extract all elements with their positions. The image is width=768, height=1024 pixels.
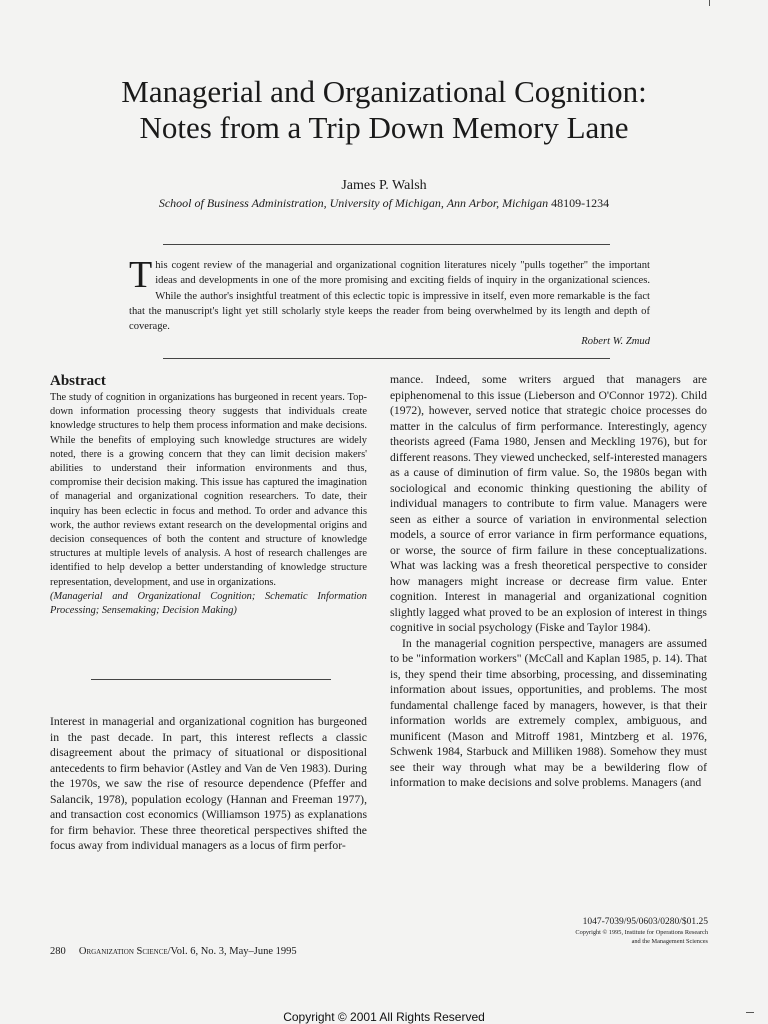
review-text: his cogent review of the managerial and organizational cognition literatures nicely "pulls together" the important ideas and developments in one of the more promising and exciting fields of inquiry in the organizational sciences. While the author's insightful treatment of this eclectic topic is impressive in itself, even more remarkable is the fact that the manuscript's light yet still scholarly style keeps the reader from being overwhelmed by its length and depth of coverage. (129, 260, 650, 333)
abstract-keywords: (Managerial and Organizational Cognition; Schematic Information Processing; Sensemaking; Decision Making) (50, 590, 367, 617)
page-footer (50, 946, 297, 957)
body-column-right (390, 372, 707, 791)
publisher-copyright-line: Copyright © 1995, Institute for Operations Research (575, 929, 708, 936)
abstract-heading: Abstract (50, 373, 106, 389)
publisher-copyright-line: and the Management Sciences (631, 938, 708, 945)
journal-name: Organization Science (78, 946, 168, 957)
reviewer-name: Robert W. Zmud (581, 336, 650, 348)
review-blurb (129, 254, 650, 350)
crop-mark (709, 0, 710, 6)
title-line-1: Managerial and Organizational Cognition: (121, 74, 647, 109)
abstract-body (50, 391, 367, 618)
body-column-left (50, 714, 367, 854)
author-name: James P. Walsh (341, 178, 427, 193)
journal-issue: /Vol. 6, No. 3, May–June 1995 (167, 946, 297, 957)
bottom-copyright: Copyright © 2001 All Rights Reserved (283, 1010, 485, 1024)
publication-code: 1047-7039/95/0603/0280/$01.25 (582, 917, 708, 927)
page-number: 280 (50, 946, 66, 957)
author-affiliation (0, 196, 768, 211)
affiliation-zip: 48109-1234 (551, 196, 610, 210)
paper-title (0, 74, 768, 146)
abstract-rule (91, 679, 331, 680)
publication-code-block (500, 917, 708, 946)
affiliation-text: School of Business Administration, University of Michigan, Ann Arbor, Michigan (158, 196, 549, 210)
review-bottom-rule (163, 358, 610, 359)
review-top-rule (163, 244, 610, 245)
title-line-2: Notes from a Trip Down Memory Lane (139, 110, 629, 145)
body-paragraph: mance. Indeed, some writers argued that managers are epiphenomenal to this issue (Lieberson and O'Connor 1972). Child (1972), however, served notice that strategic choice processes do matter in the calculus of firm performance. Interestingly, agency theorists agreed (Fama 1980, Jensen and Meckling 1976), but for different reasons. They viewed unchecked, self-interested managers as a cause of diminution of firm value. So, the 1980s began with sociological and economic thinking questioning the ability of individual managers to contribute to firm value. Managers were seen as either a source of variation in environmental selection models, a source of error variance in firm performance equations, or worse, the source of firm failure in these conceptualizations. What was lacking was a fresh theoretical perspective to consider how managers might increase or decrease firm value. Enter cognition. Interest in managerial and organizational cognition slightly lagged what proved to be an explosion of interest in things cognitive in social psychology (Fiske and Taylor 1984). (390, 373, 707, 634)
abstract-text: The study of cognition in organizations has burgeoned in recent years. Top-down information processing theory suggests that individuals create knowledge structures to help them process information and make decisions. While the benefits of employing such knowledge structures are widely noted, there is a growing concern that they can limit decision makers' abilities to understand their information environments and thus, compromise their decision making. This issue has captured the imagination of managerial and organizational cognition researchers. To date, their inquiry has been eclectic in focus and method. To order and advance this work, the author reviews extant research on the developmental origins and decision consequences of both the content and structure of knowledge structures at multiple levels of analysis. A host of research challenges are identified to help develop a better understanding of knowledge structure representation, development, and use in organizations. (50, 392, 367, 588)
body-paragraph: Interest in managerial and organizational cognition has burgeoned in the past decade. In part, this interest reflects a classic disagreement about the primacy of situational or dispositional antecedents to firm behavior (Astley and Van de Ven 1983). During the 1970s, we saw the rise of resource dependence (Pfeffer and Salancik, 1978), population ecology (Hannan and Freeman 1977), and transaction cost economics (Williamson 1975) as explanations for firm behavior. These three theoretical perspectives shifted the focus away from individual managers as a locus of firm perfor- (50, 715, 367, 852)
review-dropcap: T (129, 254, 153, 296)
body-paragraph: In the managerial cognition perspective, managers are assumed to be "information workers" (McCall and Kaplan 1985, p. 14). That is, they spend their time absorbing, processing, and disseminating information about issues, opportunities, and problems. The most fundamental challenge faced by managers, however, is that their information worlds are extremely complex, ambiguous, and munificent (Mason and Mitroff 1981, Mintzberg et al. 1976, Schwenk 1984, Starbuck and Milliken 1988). Somehow they must see their way through what may be a bewildering flow of information to make decisions and solve problems. Managers (and (390, 636, 707, 789)
